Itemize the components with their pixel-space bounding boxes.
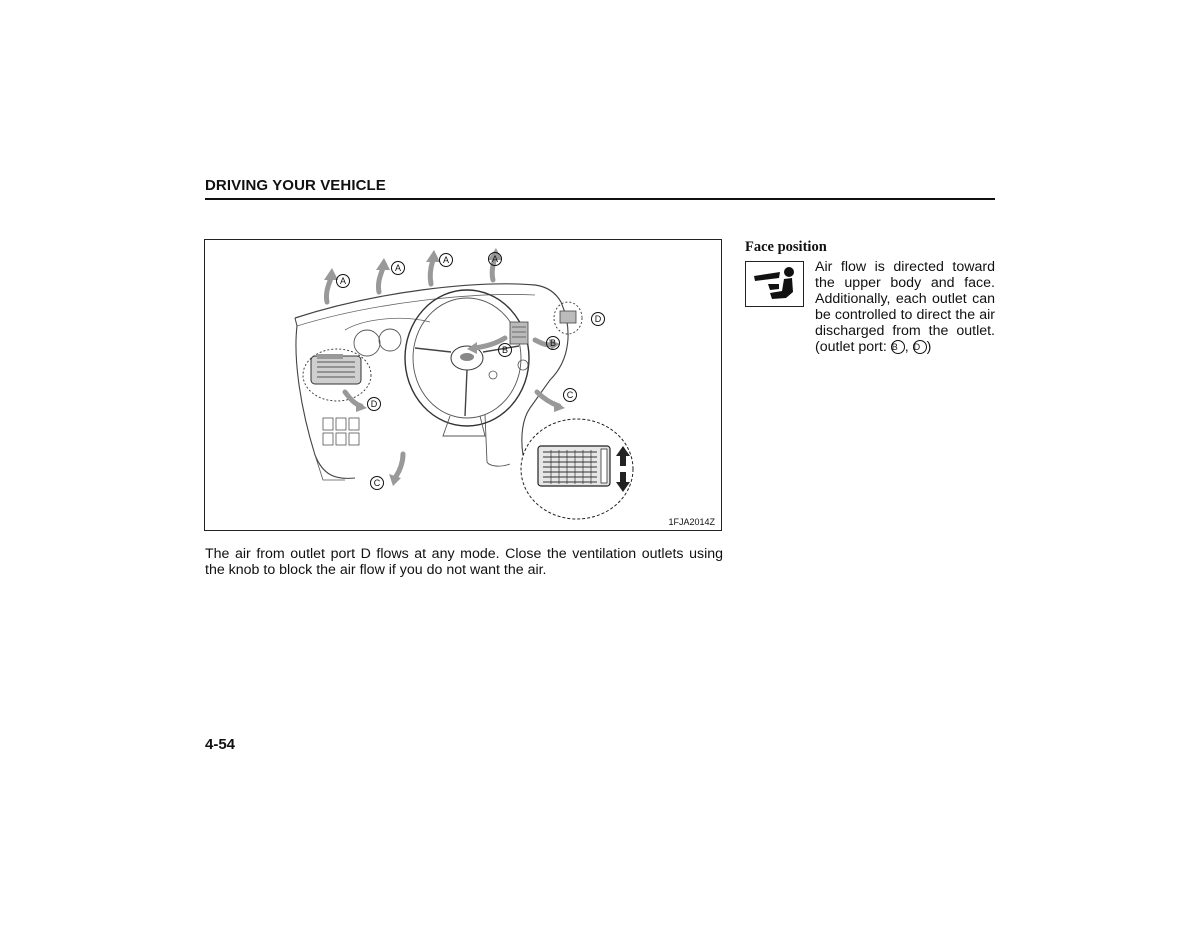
face-airflow-icon-box [745, 261, 804, 307]
dashboard-vent-figure [204, 239, 722, 531]
figure-caption: The air from outlet port D flows at any mode. Close the ventilation outlets using the knob to block the air flow if you do not want the air. [205, 546, 723, 578]
page-number: 4-54 [205, 736, 236, 753]
port-separator: , [904, 339, 913, 355]
callout-d-1: D [591, 312, 605, 326]
callout-b-2: B [546, 336, 560, 350]
dashboard-illustration [205, 240, 722, 531]
header-rule [205, 198, 995, 200]
callout-d-2: D [367, 397, 381, 411]
face-position-heading: Face position [745, 239, 827, 255]
face-position-description [815, 259, 995, 355]
callout-b-1: B [498, 343, 512, 357]
callout-c-1: C [563, 388, 577, 402]
port-d-badge: D [913, 340, 927, 354]
callout-a-3: A [439, 253, 453, 267]
section-title: DRIVING YOUR VEHICLE [205, 177, 386, 194]
callout-a-4: A [488, 252, 502, 266]
port-b-badge: B [891, 340, 905, 354]
callout-a-2: A [391, 261, 405, 275]
callout-c-2: C [370, 476, 384, 490]
description-text: Air flow is directed toward the upper body and face. Additionally, each outlet can be controlled to direct the air discharged from the outlet. (outlet port: [815, 259, 995, 355]
callout-a-1: A [336, 274, 350, 288]
description-closing: ) [926, 339, 932, 355]
figure-code: 1FJA2014Z [668, 517, 715, 527]
face-airflow-icon [746, 262, 803, 306]
